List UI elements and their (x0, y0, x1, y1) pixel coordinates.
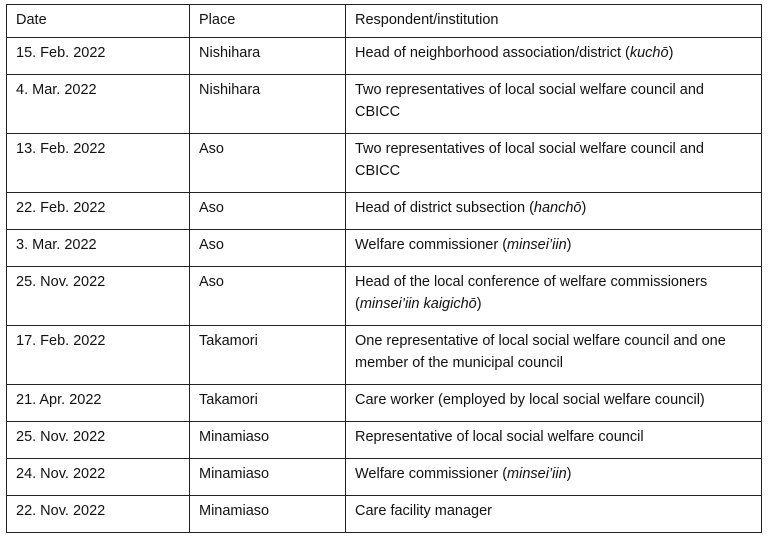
cell-respondent: Head of district subsection (hanchō) (346, 193, 762, 230)
cell-place: Aso (190, 230, 346, 267)
cell-date: 24. Nov. 2022 (7, 459, 190, 496)
cell-respondent: Welfare commissioner (minsei’iin) (346, 459, 762, 496)
cell-place: Nishihara (190, 75, 346, 134)
cell-place: Aso (190, 267, 346, 326)
cell-date: 4. Mar. 2022 (7, 75, 190, 134)
table-header-row (7, 5, 762, 38)
table-row (7, 459, 762, 496)
cell-date: 25. Nov. 2022 (7, 422, 190, 459)
cell-respondent: Two representatives of local social welfare council and CBICC (346, 134, 762, 193)
cell-place: Minamiaso (190, 496, 346, 533)
cell-place: Takamori (190, 385, 346, 422)
japanese-term: minsei’iin (507, 237, 567, 253)
japanese-term: kuchō (629, 45, 669, 61)
cell-place: Minamiaso (190, 422, 346, 459)
table-row (7, 267, 762, 326)
cell-place: Takamori (190, 326, 346, 385)
cell-date: 17. Feb. 2022 (7, 326, 190, 385)
cell-respondent: Welfare commissioner (minsei’iin) (346, 230, 762, 267)
cell-respondent: One representative of local social welfare council and one member of the municipal council (346, 326, 762, 385)
cell-place: Nishihara (190, 38, 346, 75)
cell-respondent: Head of the local conference of welfare commissioners (minsei’iin kaigichō) (346, 267, 762, 326)
header-place: Place (190, 5, 346, 38)
japanese-term: minsei’iin (507, 466, 567, 482)
cell-date: 22. Nov. 2022 (7, 496, 190, 533)
table-row (7, 385, 762, 422)
cell-date: 15. Feb. 2022 (7, 38, 190, 75)
cell-date: 25. Nov. 2022 (7, 267, 190, 326)
header-respondent: Respondent/institution (346, 5, 762, 38)
cell-date: 21. Apr. 2022 (7, 385, 190, 422)
table-row (7, 326, 762, 385)
cell-place: Aso (190, 134, 346, 193)
cell-place: Minamiaso (190, 459, 346, 496)
cell-date: 22. Feb. 2022 (7, 193, 190, 230)
cell-respondent: Care facility manager (346, 496, 762, 533)
cell-respondent: Representative of local social welfare council (346, 422, 762, 459)
cell-respondent: Two representatives of local social welfare council and CBICC (346, 75, 762, 134)
cell-respondent: Care worker (employed by local social welfare council) (346, 385, 762, 422)
cell-date: 3. Mar. 2022 (7, 230, 190, 267)
table-row (7, 75, 762, 134)
table-row (7, 38, 762, 75)
table-row (7, 134, 762, 193)
table-row (7, 422, 762, 459)
table-row (7, 230, 762, 267)
table-row (7, 496, 762, 533)
cell-respondent: Head of neighborhood association/district (kuchō) (346, 38, 762, 75)
table-row (7, 193, 762, 230)
japanese-term: minsei’iin kaigichō (359, 296, 477, 312)
interview-table (6, 4, 762, 533)
interview-table-container (6, 4, 762, 533)
japanese-term: hanchō (533, 200, 582, 216)
cell-date: 13. Feb. 2022 (7, 134, 190, 193)
cell-place: Aso (190, 193, 346, 230)
header-date: Date (7, 5, 190, 38)
